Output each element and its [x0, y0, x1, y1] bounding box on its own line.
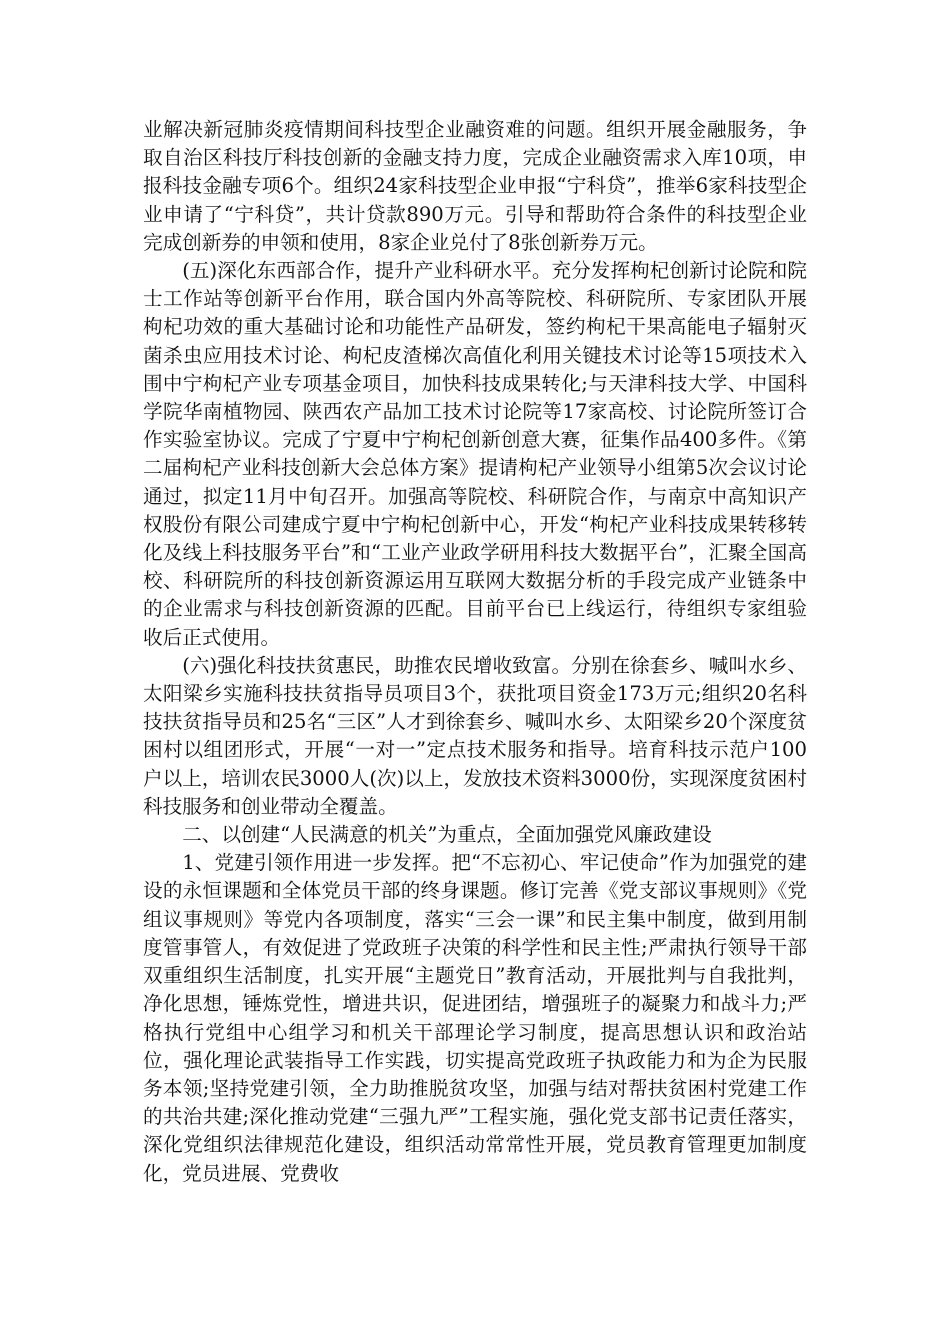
section-heading-two: 二、以创建“人民满意的机关”为重点，全面加强党风廉政建设 — [182, 823, 712, 847]
paragraph-section-six: (六)强化科技扶贫惠民，助推农民增收致富。分别在徐套乡、喊叫水乡、太阳梁乡实施科技扶贫指导员项目3个，获批项目资金173万元;组织20名科技扶贫指导员和25名“三区”人才到徐套乡、喊叫水乡、太阳梁乡20个深度贫困村以组团形式，开展“一对一”定点技术服务和指导。培育科技示范户100户以上，培训农民3000人(次)以上，发放技术资料3000份，实现深度贫困村科技服务和创业带动全覆盖。 — [143, 653, 807, 818]
paragraph-item-one: 1、党建引领作用进一步发挥。把“不忘初心、牢记使命”作为加强党的建设的永恒课题和全体党员干部的终身课题。修订完善《党支部议事规则》《党组议事规则》等党内各项制度，落实“三会一课”和民主集中制度，做到用制度管事管人，有效促进了党政班子决策的科学性和民主性;严肃执行领导干部双重组织生活制度，扎实开展“主题党日”教育活动，开展批判与自我批判，净化思想，锤炼党性，增进共识，促进团结，增强班子的凝聚力和战斗力;严格执行党组中心组学习和机关干部理论学习制度，提高思想认识和政治站位，强化理论武装指导工作实践，切实提高党政班子执政能力和为企为民服务本领;坚持党建引领，全力助推脱贫攻坚，加强与结对帮扶贫困村党建工作的共治共建;深化推动党建“三强九严”工程实施，强化党支部书记责任落实，深化党组织法律规范化建设，组织活动常常性开展，党员教育管理更加制度化，党员进展、党费收 — [143, 851, 807, 1185]
paragraph-continuation: 业解决新冠肺炎疫情期间科技型企业融资难的问题。组织开展金融服务，争取自治区科技厅科技创新的金融支持力度，完成企业融资需求入库10项，申报科技金融专项6个。组织24家科技型企业申报“宁科贷”，推举6家科技型企业申请了“宁科贷”，共计贷款890万元。引导和帮助符合条件的科技型企业完成创新券的申领和使用，8家企业兑付了8张创新券万元。 — [143, 118, 807, 254]
paragraph-section-five: (五)深化东西部合作，提升产业科研水平。充分发挥枸杞创新讨论院和院士工作站等创新平台作用，联合国内外高等院校、科研院所、专家团队开展枸杞功效的重大基础讨论和功能性产品研发，签约枸杞干果高能电子辐射灭菌杀虫应用技术讨论、枸杞皮渣梯次高值化利用关键技术讨论等15项技术入围中宁枸杞产业专项基金项目，加快科技成果转化;与天津科技大学、中国科学院华南植物园、陕西农产品加工技术讨论院等17家高校、讨论院所签订合作实验室协议。完成了宁夏中宁枸杞创新创意大赛，征集作品400多件。《第二届枸杞产业科技创新大会总体方案》提请枸杞产业领导小组第5次会议讨论通过，拟定11月中旬召开。加强高等院校、科研院合作，与南京中高知识产权股份有限公司建成宁夏中宁枸杞创新中心，开发“枸杞产业科技成果转移转化及线上科技服务平台”和“工业产业政学研用科技大数据平台”，汇聚全国高校、科研院所的科技创新资源运用互联网大数据分析的手段完成产业链条中的企业需求与科技创新资源的匹配。目前平台已上线运行，待组织专家组验收后正式使用。 — [143, 259, 807, 649]
document-body — [143, 116, 807, 1188]
